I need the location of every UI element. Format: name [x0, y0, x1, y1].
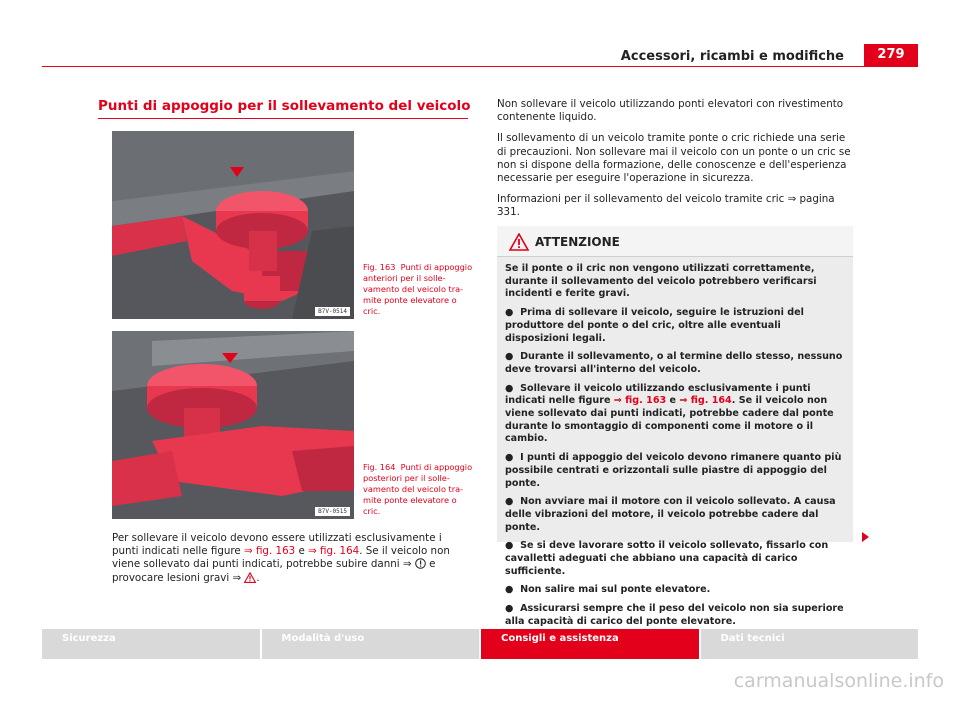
warning-header	[497, 226, 853, 257]
right-column	[497, 98, 853, 228]
title-rule	[98, 118, 468, 119]
bullet-text: Non avviare mai il motore con il veicolo sollevato. A causa delle vibrazioni del motore, il veicolo potrebbe cadere dal ponte.	[505, 496, 836, 533]
bullet-text: Durante il sollevamento, o al termine dello stesso, nessuno deve trovarsi all'interno del veicolo.	[505, 351, 843, 375]
paragraph: Informazioni per il sollevamento del veicolo tramite cric ⇒ pagina 331.	[497, 193, 835, 219]
header-rule	[42, 66, 918, 67]
page-number: 279	[864, 44, 918, 66]
page-title: Punti di appoggio per il sollevamento del veicolo	[98, 98, 471, 114]
caption-label: Fig. 163	[363, 262, 396, 272]
warning-body	[497, 257, 853, 629]
bullet-text: e	[666, 395, 680, 407]
figure-163-caption	[363, 262, 473, 317]
bullet-dot: ●	[505, 307, 514, 319]
footer-nav	[42, 629, 918, 659]
text-fragment: .	[256, 571, 260, 584]
bullet-dot: ●	[505, 496, 514, 508]
section-title: Accessori, ricambi e modifiche	[620, 49, 844, 64]
warning-triangle-icon	[509, 233, 529, 251]
warning-bullet	[505, 383, 845, 447]
watermark: carmanualsonline.info	[733, 670, 944, 692]
caption-label: Fig. 164	[363, 462, 396, 472]
text-fragment: . Se il veicolo non viene sollevato dai punti indicati, potrebbe subire danni ⇒	[112, 545, 450, 571]
bullet-text: . Se il veicolo non viene sollevato dai punti indicati, potrebbe cadere dal ponte durante lo smontaggio di componenti come il motore o il cambio.	[505, 395, 834, 445]
warning-box	[497, 226, 853, 627]
bullet-text: Se si deve lavorare sotto il veicolo sollevato, fissarlo con cavalletti adeguati che abbiano una capacità di carico sufficiente.	[505, 540, 829, 577]
paragraph: Il sollevamento di un veicolo tramite ponte o cric richiede una serie di precauzioni. Non sollevare mai il veicolo con un ponte o un cric se non si dispone della formazione, delle conoscenze e dell'esperienza necessarie per eseguire l'operazione in sicurezza.	[497, 132, 851, 185]
warning-bullet	[505, 603, 845, 628]
caution-circle-icon	[415, 558, 426, 569]
warning-bullet	[505, 351, 845, 376]
bullet-dot: ●	[505, 351, 514, 363]
caption-text: Punti di appoggio anteriori per il sollevamento del veicolo tramite ponte elevatore o cric.	[363, 262, 473, 316]
warning-bullet	[505, 452, 845, 490]
tab-sicurezza[interactable]: Sicurezza	[42, 629, 260, 659]
bullet-dot: ●	[505, 603, 514, 615]
bullet-dot: ●	[505, 540, 514, 552]
bullet-text: Non salire mai sul ponte elevatore.	[520, 584, 711, 596]
warning-triangle-icon[interactable]	[244, 572, 256, 583]
figure-164-image	[112, 331, 354, 519]
text-fragment: e provocare lesioni gravi ⇒	[112, 558, 436, 584]
paragraph: Non sollevare il veicolo utilizzando ponti elevatori con rivestimento contenente liquido.	[497, 98, 844, 124]
bullet-text: Assicurarsi sempre che il peso del veicolo non sia superiore alla capacità di carico del ponte elevatore.	[505, 603, 844, 627]
figure-164-caption	[363, 462, 473, 517]
warning-bullet	[505, 496, 845, 534]
warning-bullet	[505, 540, 845, 578]
fig-163-link[interactable]: ⇒ fig. 163	[613, 395, 667, 407]
fig-164-link[interactable]: ⇒ fig. 164	[308, 545, 360, 558]
continue-arrow-icon[interactable]	[862, 532, 869, 542]
bullet-text: I punti di appoggio del veicolo devono rimanere quanto più possibile centrati e orizzontali sulle piastre di appoggio del ponte.	[505, 452, 842, 489]
bullet-dot: ●	[505, 584, 514, 596]
warning-bullet	[505, 584, 845, 597]
fig-164-link[interactable]: ⇒ fig. 164	[679, 395, 732, 407]
bullet-dot: ●	[505, 382, 514, 394]
left-paragraph	[112, 532, 468, 585]
warning-bullet	[505, 307, 845, 345]
bullet-dot: ●	[505, 452, 514, 464]
figure-163-image	[112, 131, 354, 319]
tab-consigli-assistenza[interactable]: Consigli e assistenza	[481, 629, 699, 659]
warning-intro: Se il ponte o il cric non vengono utilizzati correttamente, durante il sollevamento del veicolo potrebbero verificarsi incidenti e ferite gravi.	[505, 263, 817, 300]
bullet-text: Prima di sollevare il veicolo, seguire le istruzioni del produttore del ponte o del cric, oltre alle eventuali disposizioni legali.	[505, 307, 804, 344]
tab-dati-tecnici[interactable]: Dati tecnici	[701, 629, 919, 659]
caption-text: Punti di appoggio posteriori per il sollevamento del veicolo tramite ponte elevatore o cric.	[363, 462, 473, 516]
text-fragment: e	[295, 545, 309, 558]
tab-modalita-uso[interactable]: Modalità d'uso	[262, 629, 480, 659]
warning-title: ATTENZIONE	[535, 235, 620, 249]
figure-code: B7V-0514	[315, 307, 350, 316]
fig-163-link[interactable]: ⇒ fig. 163	[244, 545, 296, 558]
text-fragment: Per sollevare il veicolo devono essere utilizzati esclusivamente i punti indicati nelle figure	[112, 532, 442, 558]
bullet-text: Sollevare il veicolo utilizzando esclusivamente i punti indicati nelle figure	[505, 382, 811, 407]
figure-code: B7V-0515	[315, 507, 350, 516]
